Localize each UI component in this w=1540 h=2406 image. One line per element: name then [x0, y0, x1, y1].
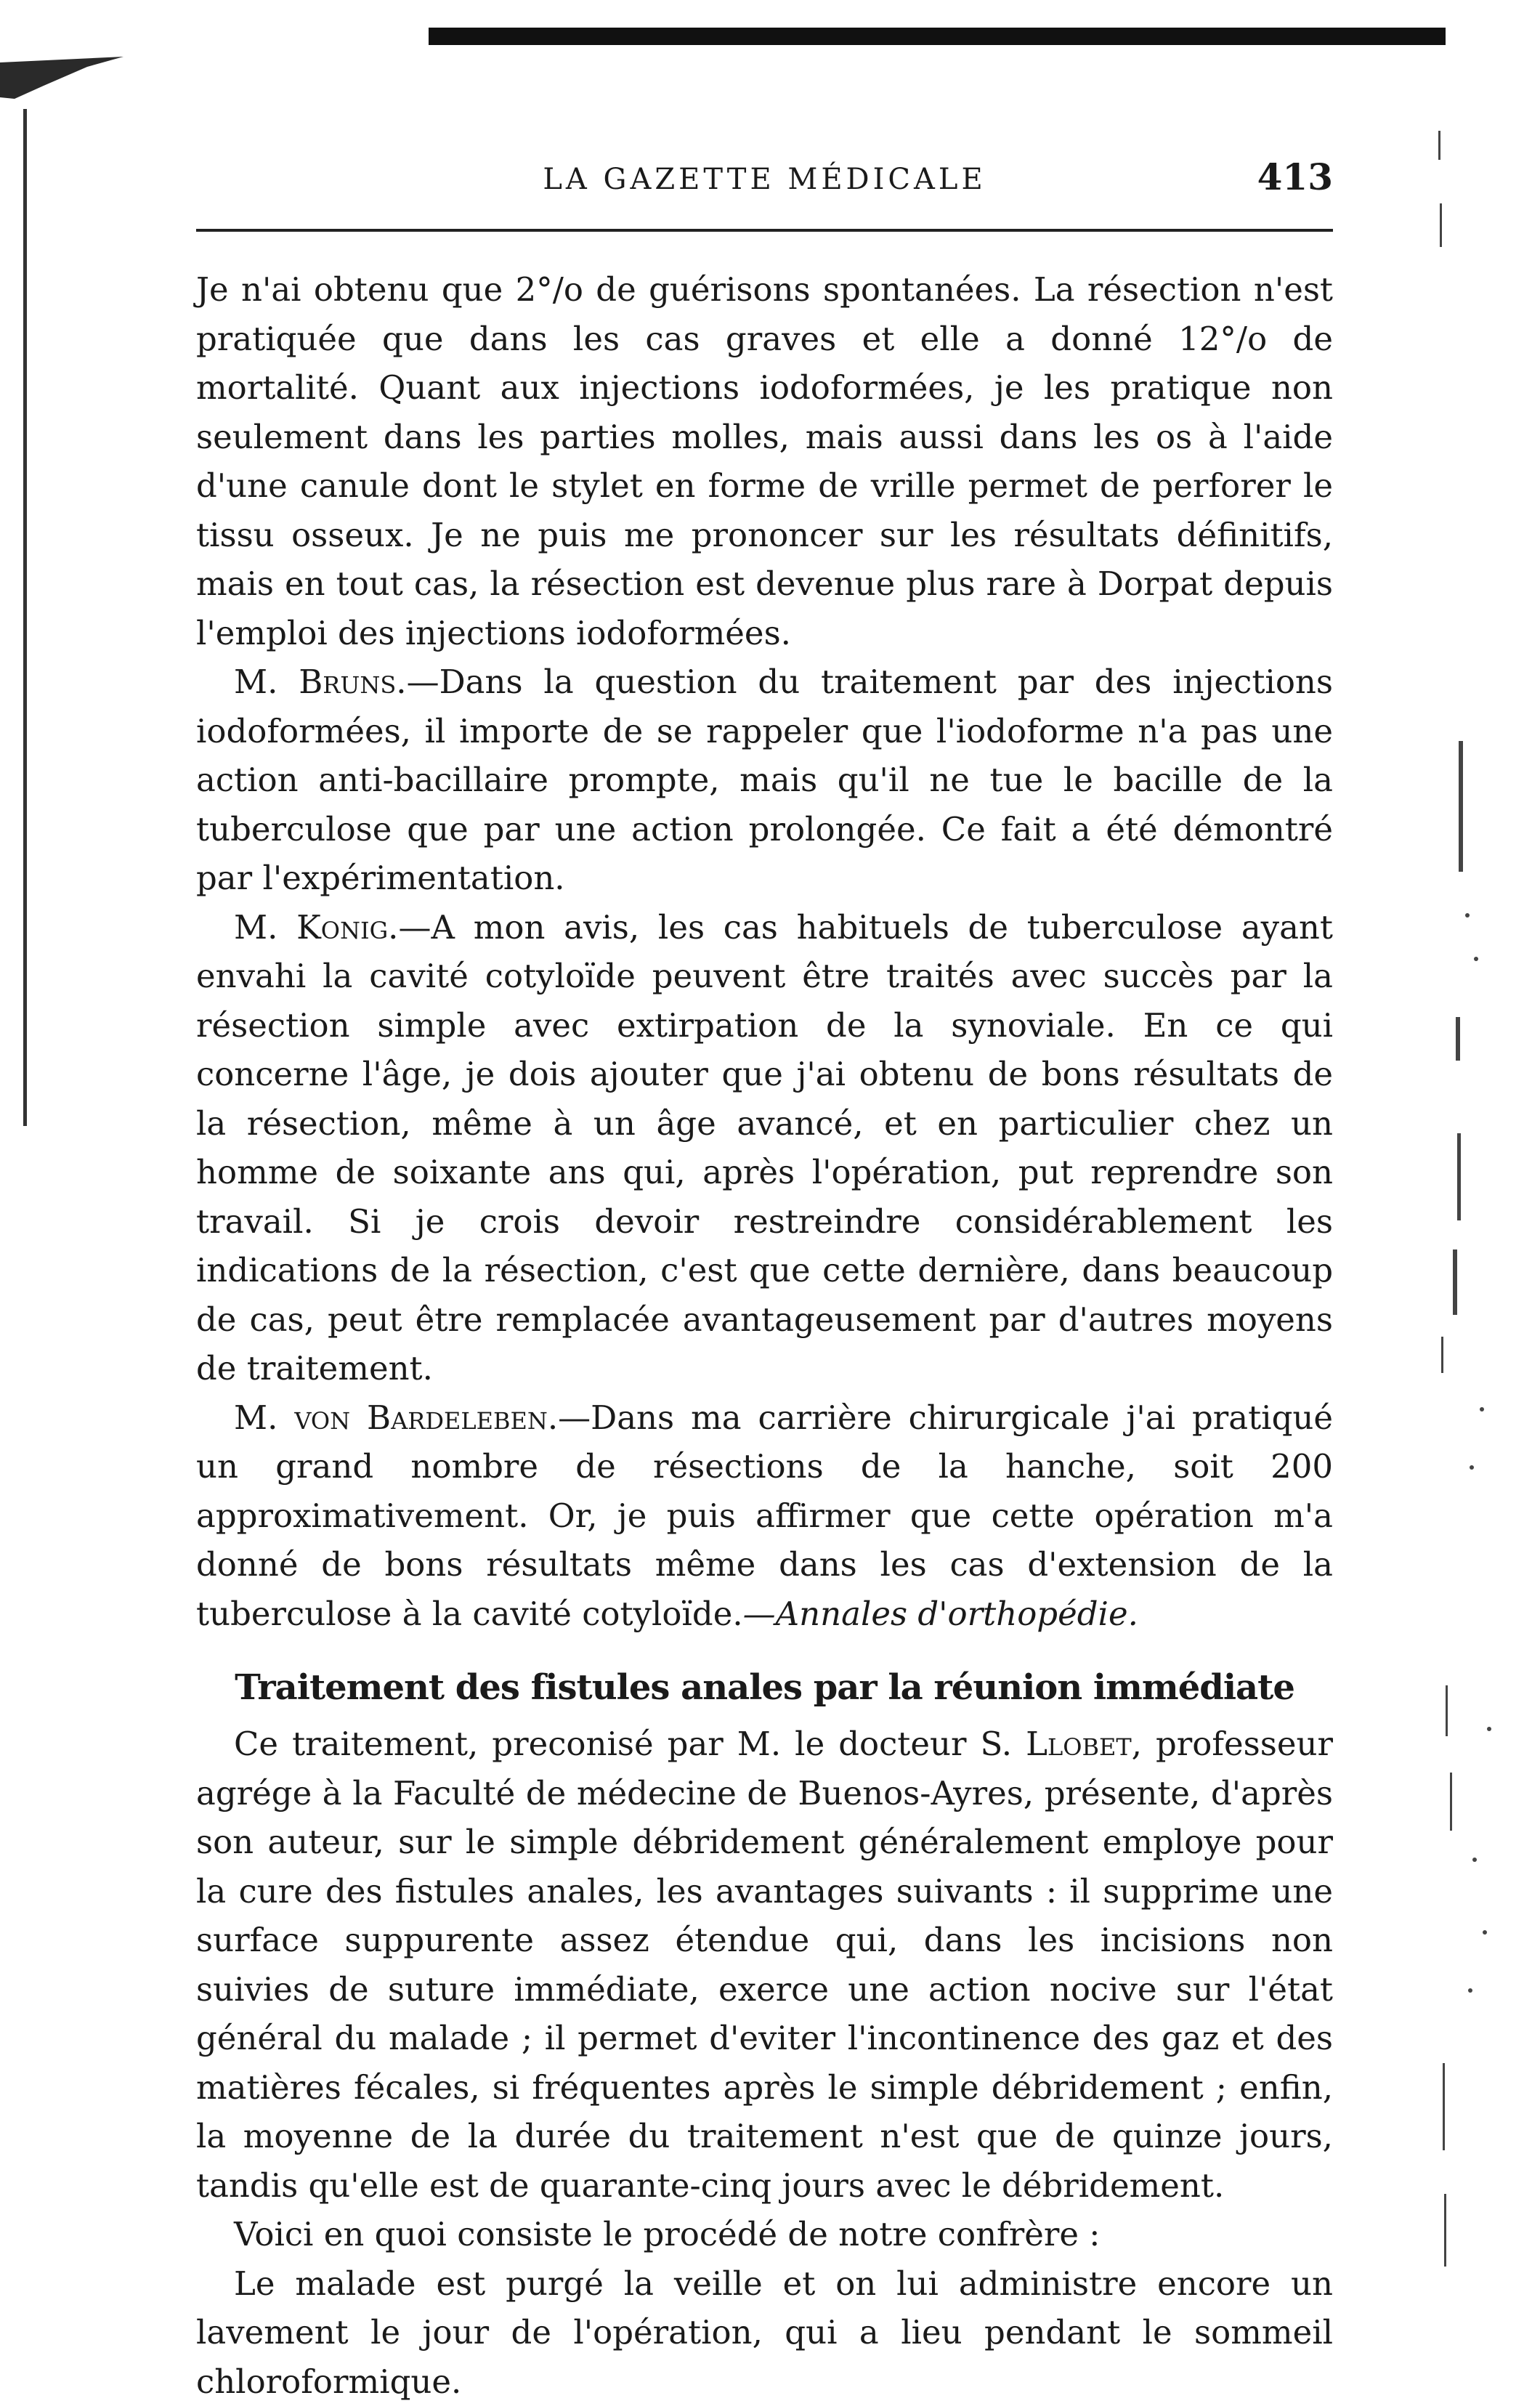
scan-right-margin-specks [1424, 102, 1525, 2281]
article-body [196, 265, 1333, 2406]
author-name: Llobet [1026, 1725, 1132, 1763]
paragraph-bruns-text: —Dans la question du traitement par des injections iodoformées, il importe de se rappeler que l'iodoforme n'a pas une action anti-bacillaire prompte, mais qu'il ne tue le bacille de la tuberculose que par une action prolongée. Ce fait a été démontré par l'expérimentation. [196, 663, 1333, 897]
scan-left-edge [23, 109, 27, 1126]
speaker-bardeleben: M. von Bardeleben. [234, 1398, 558, 1437]
paragraph-llobet-text: , professeur agrége à la Faculté de médecine de Buenos-Ayres, présente, d'après son auteur, sur le simple débridement généralement employe pour la cure des fistules anales, les avantages suivants : il supprime une surface suppurente assez étendue qui, dans les incisions non suivies de suture immédiate, exerce une action nocive sur l'état général du malade ; il permet d'eviter l'incontinence des gaz et des matières fécales, si fréquentes après le simple débridement ; enfin, la moyenne de la durée du traitement n'est que de quinze jours, tandis qu'elle est de quarante-cinq jours avec le débridement. [196, 1725, 1333, 2205]
paragraph-procedure: Le malade est purgé la veille et on lui administre encore un lavement le jour de l'opération, qui a lieu pendant le sommeil chloroformique. [196, 2259, 1333, 2406]
page [196, 145, 1333, 2406]
scan-corner-mark [0, 57, 138, 100]
speaker-konig: M. Konig. [234, 908, 398, 947]
paragraph-konig-text: —A mon avis, les cas habituels de tuberculose ayant envahi la cavité cotyloïde peuvent être traités avec succès par la résection simple avec extirpation de la synoviale. En ce qui concerne l'âge, je dois ajouter que j'ai obtenu de bons résultats de la résection, même à un âge avancé, et en particulier chez un homme de soixante ans qui, après l'opération, put reprendre son travail. Si je crois devoir restreindre considérablement les indications de la résection, c'est que cette dernière, dans beaucoup de cas, peut être remplacée avantageusement par d'autres moyens de traitement. [196, 908, 1333, 1388]
section-heading: Traitement des fistules anales par la réunion immédiate [196, 1663, 1333, 1712]
running-head [196, 145, 1333, 232]
paragraph-llobet [196, 1720, 1333, 2210]
paragraph-konig [196, 903, 1333, 1393]
page-number: 413 [1257, 155, 1333, 198]
paragraph-bruns [196, 657, 1333, 903]
paragraph-bardeleben [196, 1393, 1333, 1639]
speaker-bruns: M. Bruns. [234, 663, 407, 701]
paragraph-bardeleben-text: —Dans ma carrière chirurgicale j'ai pratiqué un grand nombre de résections de la hanche, soit 200 approximativement. Or, je puis affirmer que cette opération m'a donné de bons résultats même dans les cas d'extension de la tuberculose à la cavité cotyloïde. [196, 1398, 1333, 1633]
source-citation: —Annales d'orthopédie. [743, 1595, 1138, 1633]
scan-top-rule [429, 28, 1446, 45]
running-title: LA GAZETTE MÉDICALE [196, 163, 1333, 196]
paragraph-llobet-lead: Ce traitement, preconisé par M. le docteur S. [234, 1725, 1026, 1763]
paragraph-continuation: Je n'ai obtenu que 2°/o de guérisons spontanées. La résection n'est pratiquée que dans les cas graves et elle a donné 12°/o de mortalité. Quant aux injections iodoformées, je les pratique non seulement dans les parties molles, mais aussi dans les os à l'aide d'une canule dont le stylet en forme de vrille permet de perforer le tissu osseux. Je ne puis me prononcer sur les résultats définitifs, mais en tout cas, la résection est devenue plus rare à Dorpat depuis l'emploi des injections iodoformées. [196, 265, 1333, 657]
paragraph-procedure-intro: Voici en quoi consiste le procédé de notre confrère : [196, 2210, 1333, 2259]
header-rule [196, 229, 1333, 232]
